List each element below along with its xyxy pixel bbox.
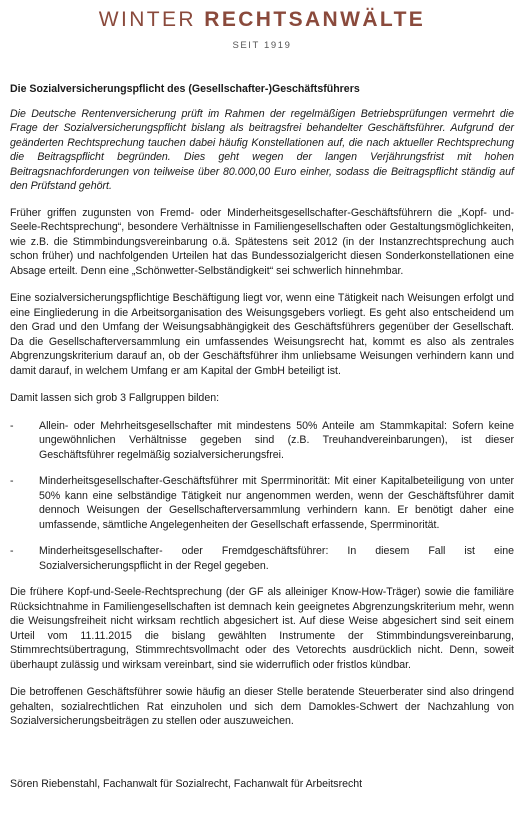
list-item [10, 544, 514, 573]
list-item [10, 419, 514, 463]
paragraph-case-intro: Damit lassen sich grob 3 Fallgruppen bilden: [10, 392, 220, 404]
dash-bullet: - [10, 545, 14, 557]
letterhead [0, 0, 524, 51]
brand-name-light: WINTER [98, 8, 196, 31]
paragraph-criteria: Eine sozialversicherungspflichtige Beschäftigung liegt vor, wenn eine Tätigkeit nach Weisungen erfolgt und eine Eingliederung in die Arbeitsorganisation des Weisungsgebers vorliegt. Es geht also entscheidend um den Grad und den Umfang der Weisungsabhängigkeit des Geschäftsführers gegenüber der Gesellschaft. Da die Gesellschafterversammlung ein umfassendes Weisungsrecht hat, kommt es also als zentrales Abgrenzungskriterium darauf an, ob der Geschäftsführer ihm unliebsame Weisungen verhindern kann und damit darauf, in welchem Umfang er am Kapital der GmbH beteiligt ist. [10, 292, 514, 377]
list-item [10, 474, 514, 532]
paragraph-advice: Die betroffenen Geschäftsführer sowie häufig an dieser Stelle beratende Steuerberater sind also dringend gehalten, sozialrechtlichen Rat einzuholen und sich dem Damokles-Schwert der Nachzahlung von Sozialversicherungsbeiträgen zu stellen oder auszuweichen. [10, 686, 514, 727]
case-group-list [10, 419, 514, 574]
article [0, 82, 524, 791]
article-title: Die Sozialversicherungspflicht des (Gesellschafter-)Geschäftsführers [10, 83, 360, 95]
list-item-text: Minderheitsgesellschafter-Geschäftsführer mit Sperrminorität: Mit einer Kapitalbeteiligung von unter 50% kann eine selbständige Tätigkeit nur angenommen werden, wenn der Geschäftsführer damit dennoch Weisungen der Gesellschafterversammlung verhindern kann. Er benötigt daher eine umfassende, sämtliche Angelegenheiten der Gesellschaft erfassende, Sperrminorität. [39, 475, 514, 531]
list-item-text: Minderheitsgesellschafter- oder Fremdgeschäftsführer: In diesem Fall ist eine Sozialversicherungspflicht in der Regel gegeben. [39, 545, 514, 572]
author-signature: Sören Riebenstahl, Fachanwalt für Sozialrecht, Fachanwalt für Arbeitsrecht [10, 777, 363, 790]
list-item-text: Allein- oder Mehrheitsgesellschafter mit mindestens 50% Anteile am Stammkapital: Sofern keine ungewöhnlichen Verhältnisse gegeben sind (z.B. Treuhandvereinbarungen), ist dieser Geschäftsführer regelmäßig sozialversicherungsfrei. [39, 419, 514, 461]
firm-logo [0, 8, 524, 32]
paragraph-history: Früher griffen zugunsten von Fremd- oder Minderheitsgesellschafter-Geschäftsführern die „Kopf- und-Seele-Rechtsprechung“, besondere Verhältnisse in Familiengesellschaften oder Gestaltungsmöglichkeiten, wie z.B. die Stimmbindungsvereinbarung o.ä. Spätestens seit 2012 (in der Instanzrechtsprechung auch schon früher) und nachfolgenden Urteilen hat das Bundessozialgericht diesen Sonderkonstellationen eine Absage erteilt. Denn eine „Schönwetter-Selbständigkeit“ sei schwerlich hinnehmbar. [10, 206, 514, 277]
article-lead: Die Deutsche Rentenversicherung prüft im Rahmen der regelmäßigen Betriebsprüfungen vermehrt die Frage der Sozialversicherungspflicht bislang als beitragsfrei behandelter Geschäftsführer. Aufgrund der geänderten Rechtsprechung tauchen dabei häufig Konstellationen auf, die nach aktueller Rechtsprechung die Beitragspflicht begründen. Dies geht wegen der langen Verjährungsfrist mit hohen Beitragsnachforderungen von teilweise über 80.000,00 Euro einher, sodass die Beitragspflicht ständig auf den Prüfstand gehört. [10, 107, 514, 192]
founded-tagline: SEIT 1919 [232, 40, 292, 51]
dash-bullet: - [10, 475, 14, 487]
dash-bullet: - [10, 419, 14, 432]
brand-name-bold: RECHTSANWÄLTE [204, 8, 426, 31]
paragraph-old-jurisprudence: Die frühere Kopf-und-Seele-Rechtsprechung (der GF als alleiniger Know-How-Träger) sowie die familiäre Rücksichtnahme in Familiengesellschaften ist demnach kein geeignetes Abgrenzungskriterium mehr, wenn die Weisungsfreiheit nicht wirksam rechtlich abgesichert ist. Auf diese Weise abgesichert sind seit einem Urteil vom 11.11.2015 die bislang gewählten Instrumente der Stimmbindungsvereinbarung, Stimmrechtsübertragung, Stimmrechtsvollmacht oder des Vetorechts ausdrücklich nicht. Denn, soweit überhaupt zulässig und wirksam vereinbart, sind sie widerruflich oder fristlos kündbar. [10, 586, 514, 671]
